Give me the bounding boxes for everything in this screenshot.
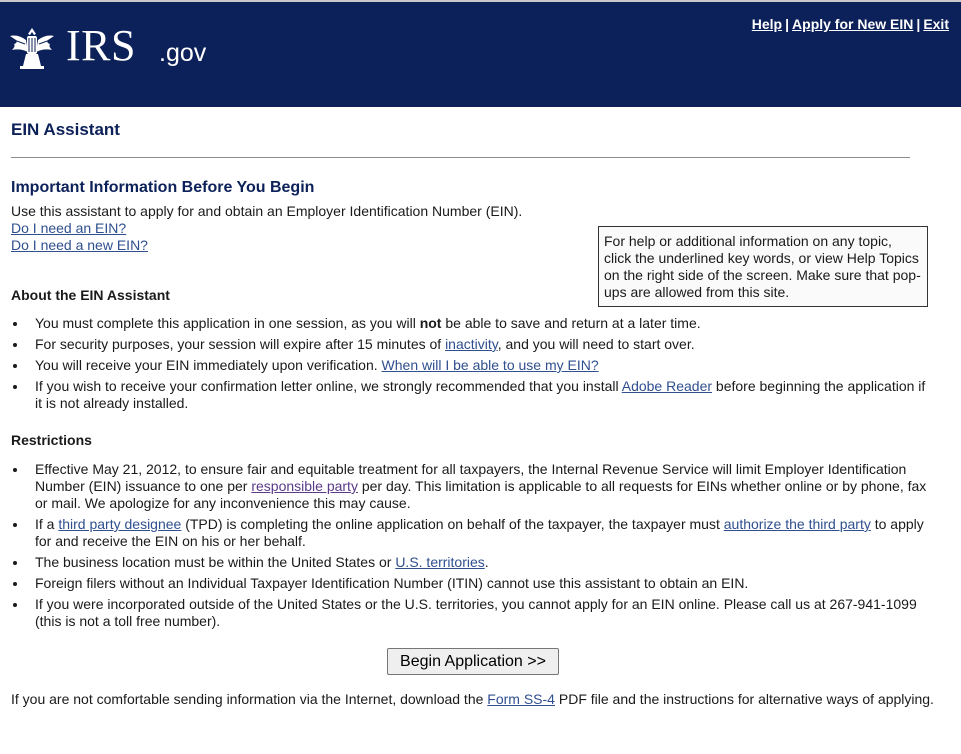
- list-item: Effective May 21, 2012, to ensure fair and equitable treatment for all taxpayers, the Internal Revenue Service will limit Employer Identification Number (EIN) issuance to one per responsible party per day. This limitation is applicable to all requests for EINs whether online or by phone, fax or mail. We apologize for any inconvenience this may cause.: [11, 461, 936, 512]
- need-ein-link[interactable]: Do I need an EIN?: [11, 220, 127, 236]
- intro-text: Use this assistant to apply for and obtain an Employer Identification Number (EIN).: [11, 203, 523, 219]
- page-title: EIN Assistant: [11, 120, 120, 139]
- eagle-icon: [8, 26, 56, 70]
- help-link[interactable]: Help: [751, 16, 783, 32]
- when-use-ein-link[interactable]: When will I be able to use my EIN?: [381, 357, 599, 373]
- list-item: You will receive your EIN immediately upon verification. When will I be able to use my EIN?: [11, 357, 936, 374]
- list-item: For security purposes, your session will expire after 15 minutes of inactivity, and you will need to start over.: [11, 336, 936, 353]
- divider: [11, 157, 910, 158]
- us-territories-link[interactable]: U.S. territories: [395, 554, 485, 570]
- logo-text: IRS: [66, 21, 136, 70]
- adobe-reader-link[interactable]: Adobe Reader: [621, 378, 713, 394]
- list-item: If you wish to receive your confirmation letter online, we strongly recommended that you install Adobe Reader before beginning the application if it is not already installed.: [11, 378, 936, 412]
- responsible-party-link[interactable]: responsible party: [251, 478, 358, 494]
- section-title: Important Information Before You Begin: [11, 179, 315, 196]
- restrictions-heading: Restrictions: [11, 432, 92, 448]
- link-separator: |: [785, 16, 790, 32]
- help-info-box: For help or additional information on any topic, click the underlined key words, or view Help Topics on the right side of the screen. Make sure that pop-ups are allowed from this site.: [598, 226, 928, 307]
- link-separator: |: [916, 16, 921, 32]
- inactivity-link[interactable]: inactivity: [445, 336, 498, 352]
- about-list: [11, 315, 936, 416]
- footer-text: If you are not comfortable sending information via the Internet, download the Form SS-4 PDF file and the instructions for alternative ways of applying.: [11, 691, 934, 707]
- exit-link[interactable]: Exit: [923, 16, 949, 32]
- authorize-third-party-link[interactable]: authorize the third party: [723, 516, 871, 532]
- apply-new-ein-link[interactable]: Apply for New EIN: [792, 16, 914, 32]
- begin-application-button[interactable]: Begin Application >>: [387, 648, 559, 675]
- list-item: If a third party designee (TPD) is completing the online application on behalf of the taxpayer, the taxpayer must authorize the third party to apply for and receive the EIN on his or her behalf.: [11, 516, 936, 550]
- list-item: If you were incorporated outside of the United States or the U.S. territories, you cannot apply for an EIN online. Please call us at 267-941-1099 (this is not a toll free number).: [11, 596, 936, 630]
- need-new-ein-link[interactable]: Do I need a new EIN?: [11, 237, 148, 253]
- about-heading: About the EIN Assistant: [11, 287, 170, 303]
- third-party-designee-link[interactable]: third party designee: [58, 516, 182, 532]
- site-header: [0, 0, 961, 107]
- list-item: You must complete this application in one session, as you will not be able to save and return at a later time.: [11, 315, 936, 332]
- header-links: [752, 16, 949, 32]
- list-item: Foreign filers without an Individual Taxpayer Identification Number (ITIN) cannot use this assistant to obtain an EIN.: [11, 575, 936, 592]
- list-item: The business location must be within the United States or U.S. territories.: [11, 554, 936, 571]
- logo-domain: .gov: [159, 39, 207, 67]
- form-ss4-link[interactable]: Form SS-4: [487, 691, 555, 707]
- restrictions-list: [11, 461, 936, 634]
